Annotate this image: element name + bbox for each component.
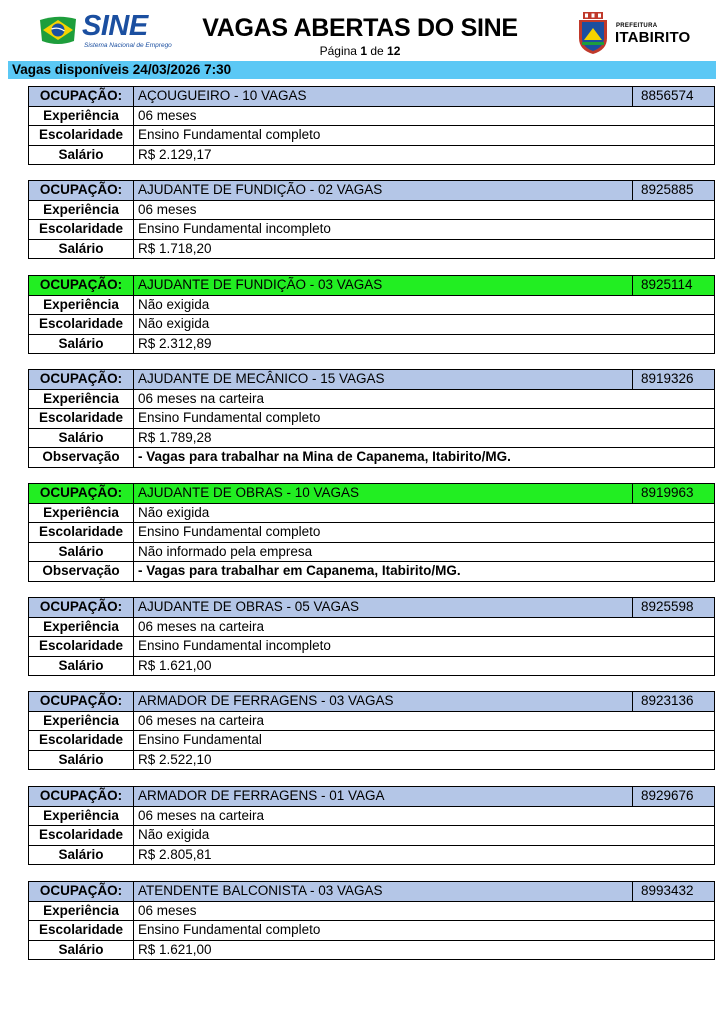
occupation-label: OCUPAÇÃO: bbox=[29, 882, 134, 901]
salary-value: R$ 1.621,00 bbox=[138, 941, 212, 957]
salary-value: R$ 2.805,81 bbox=[138, 846, 212, 862]
job-detail-row bbox=[29, 542, 714, 562]
job-detail-row bbox=[29, 617, 714, 637]
education-label: Escolaridade bbox=[29, 220, 134, 239]
salary-value: R$ 1.621,00 bbox=[138, 657, 212, 673]
job-detail-row bbox=[29, 901, 714, 921]
occupation-value: ARMADOR DE FERRAGENS - 03 VAGAS bbox=[138, 693, 394, 708]
page-header bbox=[0, 0, 724, 60]
education-value: Ensino Fundamental incompleto bbox=[138, 638, 331, 654]
salary-label: Salário bbox=[29, 941, 134, 960]
experience-label: Experiência bbox=[29, 618, 134, 637]
salary-value: R$ 2.312,89 bbox=[138, 335, 212, 351]
education-value: Ensino Fundamental bbox=[138, 732, 262, 748]
salary-label: Salário bbox=[29, 846, 134, 865]
job-detail-row bbox=[29, 730, 714, 750]
job-detail-row bbox=[29, 219, 714, 239]
job-header-row bbox=[29, 370, 714, 389]
occupation-label: OCUPAÇÃO: bbox=[29, 181, 134, 200]
job-code: 8925598 bbox=[632, 598, 714, 617]
job-code: 8929676 bbox=[632, 787, 714, 806]
job-detail-row bbox=[29, 825, 714, 845]
job-listing bbox=[28, 786, 715, 865]
occupation-value: AÇOUGUEIRO - 10 VAGAS bbox=[138, 88, 307, 103]
job-detail-row bbox=[29, 389, 714, 409]
education-label: Escolaridade bbox=[29, 409, 134, 428]
job-detail-row bbox=[29, 561, 714, 581]
salary-label: Salário bbox=[29, 657, 134, 676]
job-detail-row bbox=[29, 522, 714, 542]
occupation-label: OCUPAÇÃO: bbox=[29, 692, 134, 711]
salary-label: Salário bbox=[29, 146, 134, 165]
prefeitura-label: PREFEITURA bbox=[616, 23, 658, 29]
occupation-label: OCUPAÇÃO: bbox=[29, 598, 134, 617]
occupation-value: AJUDANTE DE FUNDIÇÃO - 03 VAGAS bbox=[138, 277, 383, 292]
education-value: Não exigida bbox=[138, 827, 210, 843]
sine-logo bbox=[38, 10, 172, 52]
job-detail-row bbox=[29, 428, 714, 448]
experience-value: Não exigida bbox=[138, 504, 210, 520]
job-code: 8925885 bbox=[632, 181, 714, 200]
job-listing bbox=[28, 275, 715, 354]
job-code: 8993432 bbox=[632, 882, 714, 901]
prefeitura-city: ITABIRITO bbox=[615, 29, 691, 46]
salary-value: Não informado pela empresa bbox=[138, 543, 313, 559]
occupation-label: OCUPAÇÃO: bbox=[29, 87, 134, 106]
prefeitura-logo bbox=[576, 12, 696, 54]
salary-label: Salário bbox=[29, 543, 134, 562]
experience-label: Experiência bbox=[29, 712, 134, 731]
job-detail-row bbox=[29, 636, 714, 656]
experience-value: 06 meses bbox=[138, 902, 197, 918]
note-label: Observação bbox=[29, 448, 134, 467]
experience-value: 06 meses na carteira bbox=[138, 390, 265, 406]
page-of: de bbox=[370, 44, 384, 58]
job-listing bbox=[28, 86, 715, 165]
job-header-row bbox=[29, 882, 714, 901]
education-value: Ensino Fundamental incompleto bbox=[138, 221, 331, 237]
education-value: Ensino Fundamental completo bbox=[138, 524, 321, 540]
job-code: 8923136 bbox=[632, 692, 714, 711]
note-value: - Vagas para trabalhar na Mina de Capanema, Itabirito/MG. bbox=[138, 449, 511, 465]
experience-label: Experiência bbox=[29, 902, 134, 921]
education-label: Escolaridade bbox=[29, 826, 134, 845]
job-detail-row bbox=[29, 845, 714, 865]
education-label: Escolaridade bbox=[29, 637, 134, 656]
salary-label: Salário bbox=[29, 335, 134, 354]
salary-value: R$ 2.129,17 bbox=[138, 146, 212, 162]
page-current: 1 bbox=[360, 44, 367, 58]
job-detail-row bbox=[29, 920, 714, 940]
job-header-row bbox=[29, 598, 714, 617]
page-total: 12 bbox=[387, 44, 401, 58]
job-header-row bbox=[29, 181, 714, 200]
job-detail-row bbox=[29, 447, 714, 467]
brazil-flag-icon bbox=[38, 14, 78, 46]
education-label: Escolaridade bbox=[29, 523, 134, 542]
job-code: 8856574 bbox=[632, 87, 714, 106]
job-header-row bbox=[29, 692, 714, 711]
sine-logo-text: SINE bbox=[82, 10, 148, 42]
job-header-row bbox=[29, 787, 714, 806]
occupation-label: OCUPAÇÃO: bbox=[29, 787, 134, 806]
occupation-label: OCUPAÇÃO: bbox=[29, 484, 134, 503]
job-listing bbox=[28, 369, 715, 468]
occupation-value: ARMADOR DE FERRAGENS - 01 VAGA bbox=[138, 788, 385, 803]
experience-label: Experiência bbox=[29, 201, 134, 220]
note-value: - Vagas para trabalhar em Capanema, Itabirito/MG. bbox=[138, 563, 461, 579]
job-listing bbox=[28, 180, 715, 259]
job-detail-row bbox=[29, 711, 714, 731]
occupation-value: ATENDENTE BALCONISTA - 03 VAGAS bbox=[138, 883, 383, 898]
salary-label: Salário bbox=[29, 751, 134, 770]
experience-label: Experiência bbox=[29, 390, 134, 409]
experience-value: Não exigida bbox=[138, 296, 210, 312]
job-detail-row bbox=[29, 940, 714, 960]
occupation-label: OCUPAÇÃO: bbox=[29, 276, 134, 295]
job-header-row bbox=[29, 484, 714, 503]
job-detail-row bbox=[29, 295, 714, 315]
sine-logo-subtitle: Sistema Nacional de Emprego bbox=[84, 42, 172, 49]
job-code: 8925114 bbox=[632, 276, 714, 295]
experience-value: 06 meses bbox=[138, 107, 197, 123]
job-listing bbox=[28, 881, 715, 960]
page-indicator bbox=[290, 44, 430, 58]
job-detail-row bbox=[29, 106, 714, 126]
occupation-value: AJUDANTE DE OBRAS - 10 VAGAS bbox=[138, 485, 360, 500]
education-label: Escolaridade bbox=[29, 126, 134, 145]
job-detail-row bbox=[29, 408, 714, 428]
occupation-value: AJUDANTE DE MECÂNICO - 15 VAGAS bbox=[138, 371, 385, 386]
experience-value: 06 meses na carteira bbox=[138, 712, 265, 728]
experience-label: Experiência bbox=[29, 504, 134, 523]
job-code: 8919963 bbox=[632, 484, 714, 503]
job-header-row bbox=[29, 276, 714, 295]
occupation-value: AJUDANTE DE FUNDIÇÃO - 02 VAGAS bbox=[138, 182, 383, 197]
education-label: Escolaridade bbox=[29, 921, 134, 940]
city-crest-icon bbox=[576, 12, 610, 54]
job-detail-row bbox=[29, 503, 714, 523]
education-label: Escolaridade bbox=[29, 315, 134, 334]
job-code: 8919326 bbox=[632, 370, 714, 389]
education-label: Escolaridade bbox=[29, 731, 134, 750]
education-value: Ensino Fundamental completo bbox=[138, 127, 321, 143]
job-detail-row bbox=[29, 750, 714, 770]
job-listing bbox=[28, 691, 715, 770]
education-value: Ensino Fundamental completo bbox=[138, 410, 321, 426]
job-header-row bbox=[29, 87, 714, 106]
education-value: Não exigida bbox=[138, 316, 210, 332]
availability-banner: Vagas disponíveis 24/03/2026 7:30 bbox=[8, 61, 716, 79]
occupation-label: OCUPAÇÃO: bbox=[29, 370, 134, 389]
salary-label: Salário bbox=[29, 429, 134, 448]
job-listing bbox=[28, 597, 715, 676]
page-title: VAGAS ABERTAS DO SINE bbox=[202, 14, 518, 42]
experience-value: 06 meses na carteira bbox=[138, 807, 265, 823]
job-detail-row bbox=[29, 656, 714, 676]
job-listing bbox=[28, 483, 715, 582]
experience-value: 06 meses na carteira bbox=[138, 618, 265, 634]
job-detail-row bbox=[29, 239, 714, 259]
experience-label: Experiência bbox=[29, 296, 134, 315]
salary-value: R$ 2.522,10 bbox=[138, 751, 212, 767]
job-detail-row bbox=[29, 125, 714, 145]
job-detail-row bbox=[29, 334, 714, 354]
page-prefix: Página bbox=[319, 44, 357, 58]
job-detail-row bbox=[29, 806, 714, 826]
education-value: Ensino Fundamental completo bbox=[138, 922, 321, 938]
salary-value: R$ 1.718,20 bbox=[138, 240, 212, 256]
note-label: Observação bbox=[29, 562, 134, 581]
experience-value: 06 meses bbox=[138, 201, 197, 217]
job-detail-row bbox=[29, 314, 714, 334]
experience-label: Experiência bbox=[29, 807, 134, 826]
experience-label: Experiência bbox=[29, 107, 134, 126]
salary-value: R$ 1.789,28 bbox=[138, 429, 212, 445]
occupation-value: AJUDANTE DE OBRAS - 05 VAGAS bbox=[138, 599, 360, 614]
job-detail-row bbox=[29, 145, 714, 165]
salary-label: Salário bbox=[29, 240, 134, 259]
job-detail-row bbox=[29, 200, 714, 220]
